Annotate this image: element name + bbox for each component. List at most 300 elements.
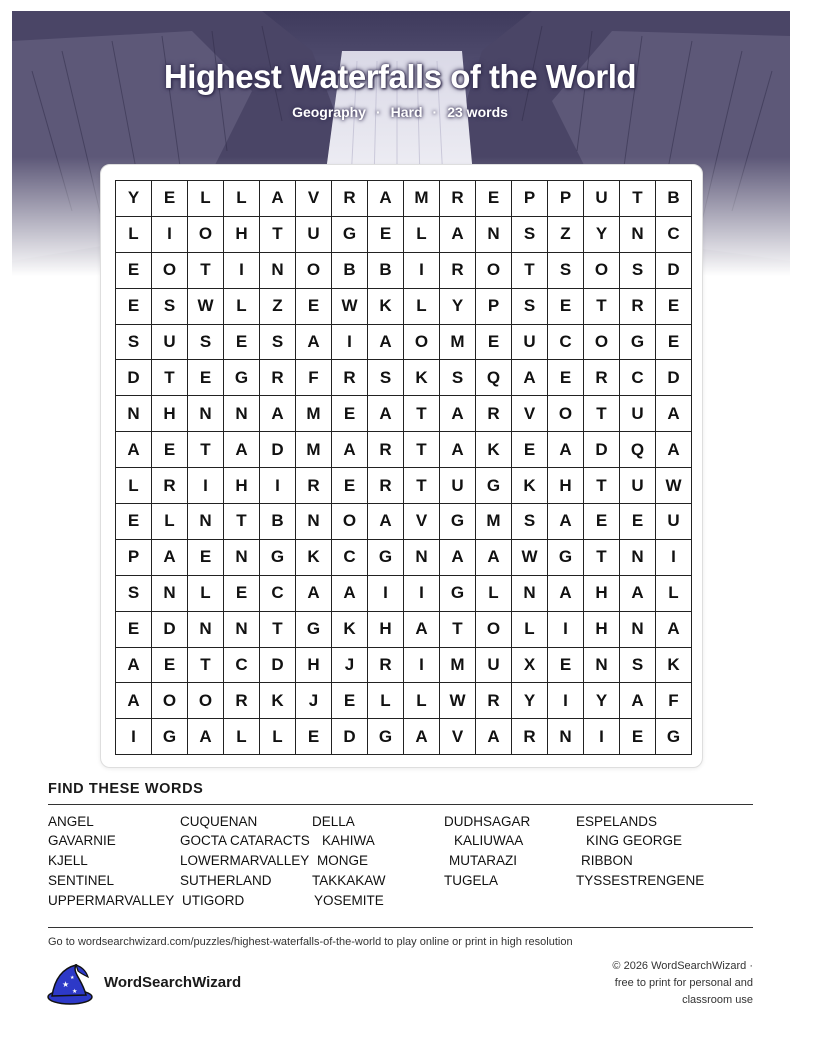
- grid-cell[interactable]: T: [584, 396, 620, 432]
- grid-cell[interactable]: G: [620, 325, 656, 361]
- grid-cell[interactable]: H: [224, 217, 260, 253]
- word-item: DELLA: [312, 814, 355, 829]
- word-item: SENTINEL: [48, 873, 115, 888]
- grid-cell[interactable]: O: [404, 325, 440, 361]
- grid-cell[interactable]: I: [404, 648, 440, 684]
- grid-cell[interactable]: S: [188, 325, 224, 361]
- copyright: [553, 958, 753, 1009]
- grid-cell[interactable]: O: [332, 504, 368, 540]
- grid-cell[interactable]: G: [440, 576, 476, 612]
- word-item: UPPERMARVALLEY: [48, 893, 175, 908]
- grid-cell[interactable]: Q: [620, 432, 656, 468]
- grid-cell[interactable]: I: [332, 325, 368, 361]
- grid-cell[interactable]: L: [116, 217, 152, 253]
- word-count-label: 23 words: [447, 104, 508, 120]
- divider: [48, 927, 753, 928]
- grid-cell[interactable]: V: [440, 719, 476, 755]
- grid-cell[interactable]: M: [440, 648, 476, 684]
- grid-cell[interactable]: R: [332, 181, 368, 217]
- grid-cell[interactable]: G: [296, 612, 332, 648]
- grid-cell[interactable]: L: [512, 612, 548, 648]
- grid-cell[interactable]: V: [296, 181, 332, 217]
- grid-cell[interactable]: R: [620, 289, 656, 325]
- grid-cell[interactable]: O: [548, 396, 584, 432]
- grid-cell[interactable]: R: [368, 432, 404, 468]
- grid-cell[interactable]: K: [512, 468, 548, 504]
- grid-cell[interactable]: L: [188, 576, 224, 612]
- grid-cell[interactable]: T: [224, 504, 260, 540]
- grid-cell[interactable]: R: [332, 360, 368, 396]
- grid-cell[interactable]: L: [368, 683, 404, 719]
- word-item: UTIGORD: [182, 893, 245, 908]
- grid-cell[interactable]: R: [476, 683, 512, 719]
- word-item: YOSEMITE: [314, 893, 384, 908]
- word-item: RIBBON: [581, 853, 633, 868]
- grid-cell[interactable]: I: [116, 719, 152, 755]
- divider: [48, 804, 753, 805]
- grid-cell[interactable]: W: [440, 683, 476, 719]
- grid-cell[interactable]: N: [584, 648, 620, 684]
- grid-cell[interactable]: R: [224, 683, 260, 719]
- grid-cell[interactable]: L: [224, 181, 260, 217]
- grid-cell[interactable]: Y: [512, 683, 548, 719]
- grid-cell[interactable]: S: [152, 289, 188, 325]
- grid-cell[interactable]: N: [188, 396, 224, 432]
- grid-cell[interactable]: E: [296, 719, 332, 755]
- grid-cell[interactable]: C: [260, 576, 296, 612]
- grid-cell[interactable]: S: [512, 217, 548, 253]
- grid-cell[interactable]: A: [440, 396, 476, 432]
- grid-cell[interactable]: U: [620, 468, 656, 504]
- grid-cell[interactable]: K: [332, 612, 368, 648]
- grid-cell[interactable]: O: [188, 683, 224, 719]
- grid-cell[interactable]: N: [152, 576, 188, 612]
- grid-cell[interactable]: G: [368, 540, 404, 576]
- grid-cell[interactable]: N: [512, 576, 548, 612]
- grid-cell[interactable]: A: [296, 576, 332, 612]
- grid-cell[interactable]: L: [656, 576, 692, 612]
- grid-cell[interactable]: A: [368, 325, 404, 361]
- grid-cell[interactable]: E: [224, 576, 260, 612]
- grid-cell[interactable]: A: [440, 432, 476, 468]
- grid-cell[interactable]: A: [548, 504, 584, 540]
- word-item: GAVARNIE: [48, 833, 116, 848]
- grid-cell[interactable]: M: [440, 325, 476, 361]
- grid-cell[interactable]: T: [584, 540, 620, 576]
- grid-cell[interactable]: D: [332, 719, 368, 755]
- grid-cell[interactable]: S: [368, 360, 404, 396]
- grid-cell[interactable]: D: [260, 432, 296, 468]
- grid-cell[interactable]: A: [116, 683, 152, 719]
- wizard-hat-icon: [46, 963, 94, 1010]
- grid-cell[interactable]: R: [476, 396, 512, 432]
- grid-cell[interactable]: S: [548, 253, 584, 289]
- grid-cell[interactable]: K: [656, 648, 692, 684]
- grid-cell[interactable]: N: [296, 504, 332, 540]
- grid-cell[interactable]: N: [188, 612, 224, 648]
- grid-cell[interactable]: R: [368, 648, 404, 684]
- copyright-line: © 2026 WordSearchWizard ·: [612, 960, 753, 972]
- grid-cell[interactable]: E: [476, 181, 512, 217]
- grid-cell[interactable]: R: [584, 360, 620, 396]
- word-item: KALIUWAA: [454, 833, 524, 848]
- grid-cell[interactable]: W: [332, 289, 368, 325]
- grid-cell[interactable]: R: [152, 468, 188, 504]
- grid-cell[interactable]: E: [188, 540, 224, 576]
- grid-cell[interactable]: R: [296, 468, 332, 504]
- grid-cell[interactable]: N: [620, 540, 656, 576]
- grid-cell[interactable]: F: [296, 360, 332, 396]
- grid-cell[interactable]: Y: [116, 181, 152, 217]
- grid-cell[interactable]: T: [188, 253, 224, 289]
- grid-cell[interactable]: L: [224, 289, 260, 325]
- grid-cell[interactable]: T: [404, 432, 440, 468]
- grid-cell[interactable]: X: [512, 648, 548, 684]
- grid-cell[interactable]: Y: [584, 683, 620, 719]
- grid-cell[interactable]: N: [224, 396, 260, 432]
- grid-cell[interactable]: R: [440, 253, 476, 289]
- category-label: Geography: [292, 104, 366, 120]
- grid-cell[interactable]: Y: [440, 289, 476, 325]
- grid-cell[interactable]: G: [332, 217, 368, 253]
- grid-cell[interactable]: N: [260, 253, 296, 289]
- grid-cell[interactable]: E: [332, 468, 368, 504]
- grid-cell[interactable]: A: [440, 540, 476, 576]
- grid-cell[interactable]: A: [368, 181, 404, 217]
- grid-cell[interactable]: V: [512, 396, 548, 432]
- grid-cell[interactable]: T: [260, 217, 296, 253]
- word-item: SUTHERLAND: [180, 873, 272, 888]
- grid-cell[interactable]: K: [476, 432, 512, 468]
- grid-cell[interactable]: E: [548, 289, 584, 325]
- grid-cell[interactable]: A: [404, 612, 440, 648]
- grid-cell[interactable]: A: [656, 396, 692, 432]
- word-item: TUGELA: [444, 873, 499, 888]
- grid-cell[interactable]: R: [512, 719, 548, 755]
- grid-cell[interactable]: H: [224, 468, 260, 504]
- grid-cell[interactable]: T: [152, 360, 188, 396]
- grid-cell[interactable]: L: [404, 289, 440, 325]
- word-item: MUTARAZI: [449, 853, 517, 868]
- grid-cell[interactable]: H: [584, 612, 620, 648]
- grid-cell[interactable]: T: [584, 468, 620, 504]
- grid-cell[interactable]: J: [296, 683, 332, 719]
- grid-cell[interactable]: K: [260, 683, 296, 719]
- grid-cell[interactable]: B: [656, 181, 692, 217]
- grid-cell[interactable]: J: [332, 648, 368, 684]
- grid-cell[interactable]: A: [440, 217, 476, 253]
- word-item: TYSSESTRENGENE: [576, 873, 705, 888]
- word-item: KAHIWA: [322, 833, 375, 848]
- grid-cell[interactable]: M: [404, 181, 440, 217]
- grid-cell[interactable]: S: [620, 648, 656, 684]
- grid-cell[interactable]: C: [548, 325, 584, 361]
- grid-cell[interactable]: H: [584, 576, 620, 612]
- grid-cell[interactable]: B: [368, 253, 404, 289]
- grid-cell[interactable]: D: [584, 432, 620, 468]
- grid-cell[interactable]: G: [152, 719, 188, 755]
- grid-cell[interactable]: D: [152, 612, 188, 648]
- grid-cell[interactable]: A: [224, 432, 260, 468]
- grid-cell[interactable]: E: [656, 325, 692, 361]
- grid-cell[interactable]: I: [152, 217, 188, 253]
- grid-cell[interactable]: E: [476, 325, 512, 361]
- grid-cell[interactable]: A: [404, 719, 440, 755]
- grid-cell[interactable]: T: [404, 396, 440, 432]
- grid-cell[interactable]: A: [620, 683, 656, 719]
- grid-cell[interactable]: E: [116, 504, 152, 540]
- grid-cell[interactable]: D: [656, 253, 692, 289]
- grid-cell[interactable]: M: [296, 432, 332, 468]
- grid-cell[interactable]: Y: [584, 217, 620, 253]
- grid-cell[interactable]: B: [260, 504, 296, 540]
- letter-grid: [115, 180, 692, 755]
- grid-cell[interactable]: W: [656, 468, 692, 504]
- grid-cell[interactable]: E: [656, 289, 692, 325]
- grid-cell[interactable]: A: [116, 648, 152, 684]
- grid-cell[interactable]: N: [620, 612, 656, 648]
- grid-cell[interactable]: E: [512, 432, 548, 468]
- footer-url[interactable]: Go to wordsearchwizard.com/puzzles/highest-waterfalls-of-the-world to play online or print in high resolution: [48, 936, 573, 948]
- grid-cell[interactable]: L: [404, 683, 440, 719]
- grid-cell[interactable]: G: [656, 719, 692, 755]
- page-title: Highest Waterfalls of the World: [163, 58, 637, 95]
- grid-cell[interactable]: U: [440, 468, 476, 504]
- difficulty-label: Hard: [390, 104, 423, 120]
- grid-cell[interactable]: U: [152, 325, 188, 361]
- grid-cell[interactable]: U: [296, 217, 332, 253]
- word-item: GOCTA CATARACTS: [180, 833, 310, 848]
- grid-cell[interactable]: G: [440, 504, 476, 540]
- grid-cell[interactable]: T: [620, 181, 656, 217]
- grid-cell[interactable]: O: [188, 217, 224, 253]
- copyright-line: free to print for personal and: [614, 977, 753, 989]
- grid-cell[interactable]: D: [260, 648, 296, 684]
- grid-cell[interactable]: N: [476, 217, 512, 253]
- grid-cell[interactable]: A: [512, 360, 548, 396]
- grid-cell[interactable]: S: [512, 504, 548, 540]
- grid-cell[interactable]: C: [656, 217, 692, 253]
- svg-text:★: ★: [62, 980, 70, 989]
- grid-cell[interactable]: K: [368, 289, 404, 325]
- grid-cell[interactable]: L: [476, 576, 512, 612]
- grid-cell[interactable]: L: [260, 719, 296, 755]
- grid-cell[interactable]: C: [332, 540, 368, 576]
- grid-cell[interactable]: K: [296, 540, 332, 576]
- grid-cell[interactable]: F: [656, 683, 692, 719]
- grid-cell[interactable]: O: [584, 253, 620, 289]
- grid-cell[interactable]: A: [188, 719, 224, 755]
- grid-cell[interactable]: S: [116, 325, 152, 361]
- grid-cell[interactable]: U: [476, 648, 512, 684]
- grid-cell[interactable]: C: [620, 360, 656, 396]
- grid-cell[interactable]: L: [152, 504, 188, 540]
- grid-cell[interactable]: I: [548, 683, 584, 719]
- grid-cell[interactable]: W: [512, 540, 548, 576]
- grid-cell[interactable]: G: [260, 540, 296, 576]
- grid-cell[interactable]: Q: [476, 360, 512, 396]
- separator: ·: [432, 104, 438, 120]
- grid-cell[interactable]: E: [152, 181, 188, 217]
- grid-cell[interactable]: A: [332, 432, 368, 468]
- grid-cell[interactable]: B: [332, 253, 368, 289]
- grid-cell[interactable]: E: [368, 217, 404, 253]
- word-item: ANGEL: [48, 814, 94, 829]
- grid-cell[interactable]: P: [512, 181, 548, 217]
- grid-cell[interactable]: A: [368, 396, 404, 432]
- grid-cell[interactable]: G: [368, 719, 404, 755]
- puzzle-card: [100, 164, 703, 768]
- grid-cell[interactable]: T: [188, 648, 224, 684]
- grid-cell[interactable]: I: [656, 540, 692, 576]
- grid-cell[interactable]: I: [404, 576, 440, 612]
- grid-cell[interactable]: E: [332, 396, 368, 432]
- grid-cell[interactable]: U: [584, 181, 620, 217]
- grid-cell[interactable]: E: [116, 612, 152, 648]
- grid-cell[interactable]: E: [548, 648, 584, 684]
- grid-cell[interactable]: A: [548, 432, 584, 468]
- grid-cell[interactable]: D: [116, 360, 152, 396]
- grid-cell[interactable]: T: [188, 432, 224, 468]
- grid-cell[interactable]: L: [224, 719, 260, 755]
- grid-cell[interactable]: N: [620, 217, 656, 253]
- grid-cell[interactable]: A: [548, 576, 584, 612]
- grid-cell[interactable]: R: [440, 181, 476, 217]
- copyright-line: classroom use: [682, 994, 753, 1006]
- grid-cell[interactable]: T: [260, 612, 296, 648]
- svg-text:★: ★: [70, 975, 75, 981]
- grid-cell[interactable]: N: [548, 719, 584, 755]
- grid-cell[interactable]: M: [476, 504, 512, 540]
- grid-cell[interactable]: A: [296, 325, 332, 361]
- grid-cell[interactable]: G: [548, 540, 584, 576]
- word-item: TAKKAKAW: [312, 873, 386, 888]
- grid-cell[interactable]: T: [440, 612, 476, 648]
- grid-cell[interactable]: A: [116, 432, 152, 468]
- grid-cell[interactable]: U: [656, 504, 692, 540]
- grid-cell[interactable]: E: [548, 360, 584, 396]
- grid-cell[interactable]: N: [404, 540, 440, 576]
- grid-cell[interactable]: S: [620, 253, 656, 289]
- grid-cell[interactable]: A: [476, 719, 512, 755]
- grid-cell[interactable]: O: [476, 612, 512, 648]
- grid-cell[interactable]: I: [548, 612, 584, 648]
- grid-cell[interactable]: A: [260, 181, 296, 217]
- grid-cell[interactable]: A: [368, 504, 404, 540]
- word-item: MONGE: [317, 853, 369, 868]
- grid-cell[interactable]: U: [512, 325, 548, 361]
- grid-cell[interactable]: A: [620, 576, 656, 612]
- grid-cell[interactable]: O: [152, 253, 188, 289]
- grid-cell[interactable]: N: [224, 540, 260, 576]
- grid-cell[interactable]: W: [188, 289, 224, 325]
- grid-cell[interactable]: A: [332, 576, 368, 612]
- grid-cell[interactable]: P: [116, 540, 152, 576]
- word-item: CUQUENAN: [180, 814, 258, 829]
- grid-cell[interactable]: Z: [548, 217, 584, 253]
- word-item: KJELL: [48, 853, 88, 868]
- grid-cell[interactable]: I: [260, 468, 296, 504]
- grid-cell[interactable]: L: [404, 217, 440, 253]
- grid-cell[interactable]: S: [116, 576, 152, 612]
- grid-cell[interactable]: A: [656, 432, 692, 468]
- word-item: DUDHSAGAR: [444, 814, 531, 829]
- grid-cell[interactable]: L: [116, 468, 152, 504]
- grid-cell[interactable]: N: [224, 612, 260, 648]
- grid-cell[interactable]: U: [620, 396, 656, 432]
- grid-cell[interactable]: E: [152, 432, 188, 468]
- grid-cell[interactable]: O: [584, 325, 620, 361]
- svg-text:★: ★: [72, 988, 78, 995]
- grid-cell[interactable]: A: [152, 540, 188, 576]
- grid-cell[interactable]: E: [188, 360, 224, 396]
- grid-cell[interactable]: O: [152, 683, 188, 719]
- grid-cell[interactable]: S: [512, 289, 548, 325]
- grid-cell[interactable]: E: [584, 504, 620, 540]
- grid-cell[interactable]: T: [404, 468, 440, 504]
- word-item: LOWERMARVALLEY: [180, 853, 310, 868]
- grid-cell[interactable]: L: [188, 181, 224, 217]
- grid-cell[interactable]: E: [152, 648, 188, 684]
- grid-cell[interactable]: I: [368, 576, 404, 612]
- grid-cell[interactable]: I: [188, 468, 224, 504]
- grid-cell[interactable]: H: [296, 648, 332, 684]
- grid-cell[interactable]: O: [296, 253, 332, 289]
- word-item: ESPELANDS: [576, 814, 658, 829]
- grid-cell[interactable]: G: [224, 360, 260, 396]
- grid-cell[interactable]: E: [224, 325, 260, 361]
- grid-cell[interactable]: Z: [260, 289, 296, 325]
- grid-cell[interactable]: O: [476, 253, 512, 289]
- grid-cell[interactable]: E: [296, 289, 332, 325]
- grid-cell[interactable]: T: [512, 253, 548, 289]
- puzzle-meta: [0, 104, 800, 120]
- grid-cell[interactable]: H: [548, 468, 584, 504]
- grid-cell[interactable]: E: [620, 719, 656, 755]
- grid-cell[interactable]: V: [404, 504, 440, 540]
- word-item: KING GEORGE: [586, 833, 683, 848]
- grid-cell[interactable]: I: [404, 253, 440, 289]
- grid-cell[interactable]: N: [116, 396, 152, 432]
- grid-cell[interactable]: R: [260, 360, 296, 396]
- grid-cell[interactable]: T: [584, 289, 620, 325]
- grid-cell[interactable]: E: [620, 504, 656, 540]
- grid-cell[interactable]: S: [260, 325, 296, 361]
- grid-cell[interactable]: H: [152, 396, 188, 432]
- grid-cell[interactable]: R: [368, 468, 404, 504]
- grid-cell[interactable]: D: [656, 360, 692, 396]
- grid-cell[interactable]: A: [656, 612, 692, 648]
- brand-name: WordSearchWizard: [104, 974, 242, 991]
- grid-cell[interactable]: S: [440, 360, 476, 396]
- grid-cell[interactable]: I: [584, 719, 620, 755]
- grid-cell[interactable]: E: [116, 253, 152, 289]
- grid-cell[interactable]: C: [224, 648, 260, 684]
- grid-cell[interactable]: H: [368, 612, 404, 648]
- grid-cell[interactable]: I: [224, 253, 260, 289]
- grid-cell[interactable]: E: [116, 289, 152, 325]
- grid-cell[interactable]: K: [404, 360, 440, 396]
- grid-cell[interactable]: E: [332, 683, 368, 719]
- grid-cell[interactable]: A: [260, 396, 296, 432]
- grid-cell[interactable]: N: [188, 504, 224, 540]
- grid-cell[interactable]: M: [296, 396, 332, 432]
- grid-cell[interactable]: P: [548, 181, 584, 217]
- words-heading: FIND THESE WORDS: [48, 781, 204, 797]
- grid-cell[interactable]: P: [476, 289, 512, 325]
- grid-cell[interactable]: A: [476, 540, 512, 576]
- grid-cell[interactable]: G: [476, 468, 512, 504]
